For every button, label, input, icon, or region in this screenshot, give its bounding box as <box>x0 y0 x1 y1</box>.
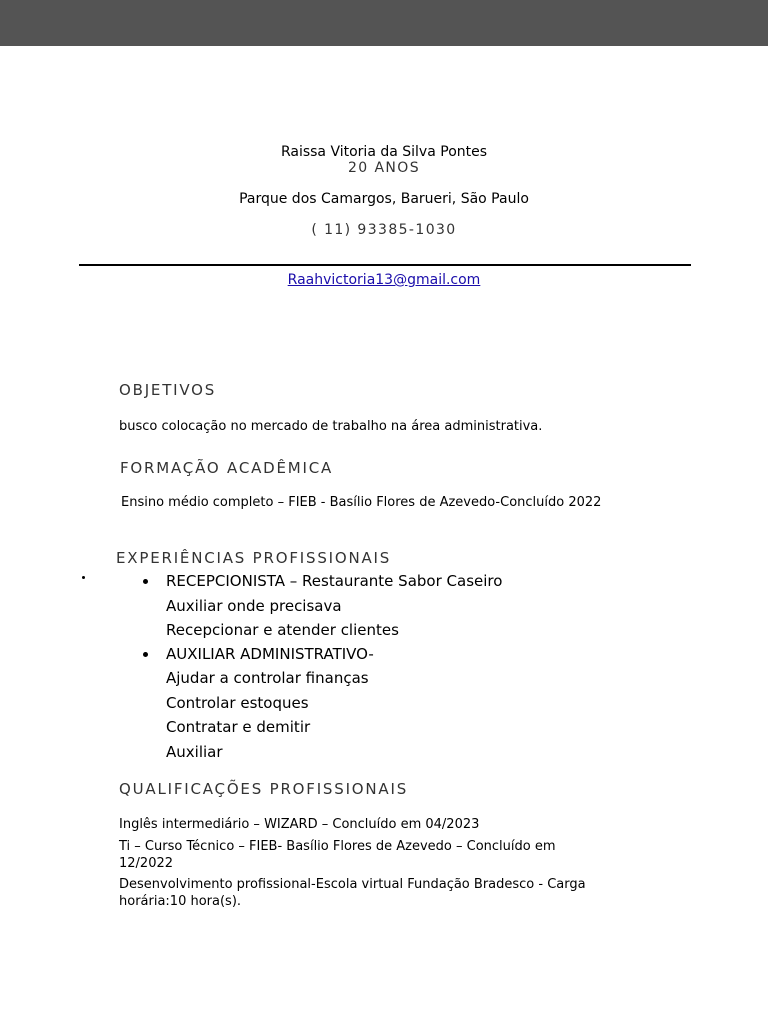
header-divider <box>79 264 691 266</box>
candidate-name: Raissa Vitoria da Silva Pontes <box>280 144 488 160</box>
formacao-text: Ensino médio completo – FIEB - Basílio Flores de Azevedo-Concluído 2022 <box>121 495 602 510</box>
experience-detail: Auxiliar <box>166 743 223 761</box>
resume-page <box>0 46 768 1024</box>
objetivos-heading: OBJETIVOS <box>119 381 217 399</box>
experience-detail: Ajudar a controlar finanças <box>166 669 369 687</box>
experience-detail: Contratar e demitir <box>166 718 311 736</box>
qualificacoes-heading: QUALIFICAÇÕES PROFISSIONAIS <box>119 780 409 798</box>
experience-detail: Controlar estoques <box>166 694 309 712</box>
objetivos-text: busco colocação no mercado de trabalho na área administrativa. <box>119 419 543 434</box>
qualification-item: Inglês intermediário – WIZARD – Concluído em 04/2023 <box>119 817 480 832</box>
email-link[interactable]: Raahvictoria13@gmail.com <box>287 272 481 288</box>
bullet-icon <box>143 652 148 657</box>
candidate-phone: ( 11) 93385-1030 <box>311 222 457 238</box>
candidate-age: 20 ANOS <box>347 160 421 176</box>
qualification-item: Ti – Curso Técnico – FIEB- Basílio Flores de Azevedo – Concluído em 12/2022 <box>119 839 556 871</box>
experience-role: AUXILIAR ADMINISTRATIVO- <box>166 645 374 663</box>
experience-detail: Recepcionar e atender clientes <box>166 621 399 639</box>
viewer-top-bar <box>0 0 768 46</box>
stray-bullet-dot <box>82 576 85 579</box>
experiencias-heading: EXPERIÊNCIAS PROFISSIONAIS <box>116 549 392 567</box>
email-line <box>0 272 768 288</box>
qualification-item: Desenvolvimento profissional-Escola virtual Fundação Bradesco - Carga horária:10 hora(s). <box>119 877 586 909</box>
experience-detail: Auxiliar onde precisava <box>166 597 342 615</box>
formacao-heading: FORMAÇÃO ACADÊMICA <box>120 459 334 477</box>
candidate-address: Parque dos Camargos, Barueri, São Paulo <box>239 191 529 207</box>
experience-role: RECEPCIONISTA – Restaurante Sabor Caseiro <box>166 572 503 590</box>
bullet-icon <box>143 579 148 584</box>
